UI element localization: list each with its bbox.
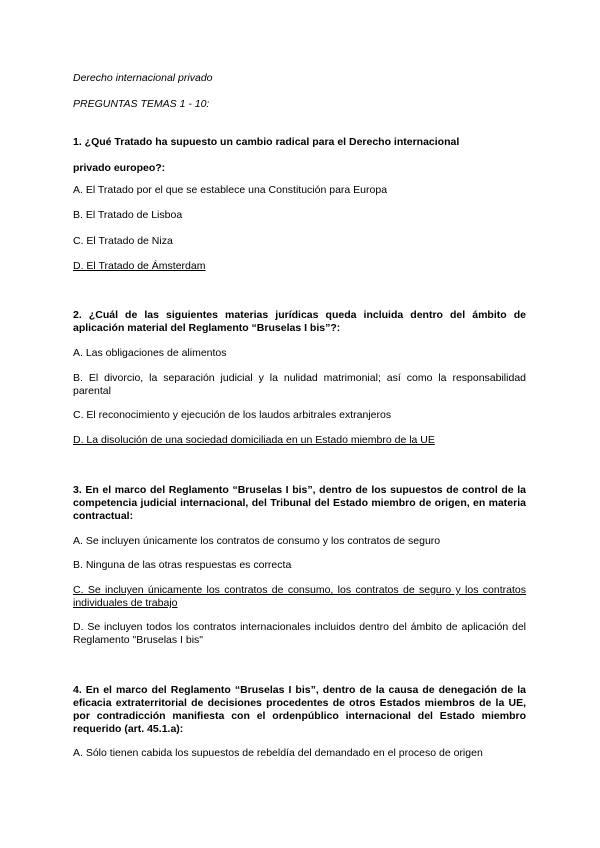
question-3-option-d: D. Se incluyen todos los contratos internacionales incluidos dentro del ámbito de aplicación del Reglamento "Bruselas I bis" (73, 621, 526, 646)
question-1-option-d-answer (73, 260, 526, 273)
question-3-option-a: A. Se incluyen únicamente los contratos de consumo y los contratos de seguro (73, 535, 441, 547)
question-2-answer-text: D. La disolución de una sociedad domiciliada en un Estado miembro de la UE (73, 434, 435, 446)
question-2-option-d-answer (73, 434, 526, 447)
question-2-prompt: 2. ¿Cuál de las siguientes materias jurídicas queda incluida dentro del ámbito de aplicación material del Reglamento “Bruselas I bis”?: (73, 309, 526, 334)
question-2-option-b: B. El divorcio, la separación judicial y la nulidad matrimonial; así como la responsabilidad parental (73, 372, 526, 397)
question-1-option-a: A. El Tratado por el que se establece una Constitución para Europa (73, 184, 388, 196)
question-1-line-2: privado europeo?: (73, 162, 166, 174)
question-3-prompt: 3. En el marco del Reglamento “Bruselas I bis”, dentro de los supuestos de control de la competencia judicial internacional, del Tribunal del Estado miembro de origen, en materia contractual: (73, 484, 526, 522)
subject-heading: Derecho internacional privado (73, 72, 213, 84)
question-4-option-a: A. Sólo tienen cabida los supuestos de rebeldía del demandado en el proceso de origen (73, 747, 483, 759)
question-3-option-b: B. Ninguna de las otras respuestas es correcta (73, 559, 292, 571)
questions-subtitle: PREGUNTAS TEMAS 1 - 10: (73, 98, 210, 110)
question-1-line-1: 1. ¿Qué Tratado ha supuesto un cambio radical para el Derecho internacional (73, 136, 460, 148)
question-2-option-a: A. Las obligaciones de alimentos (73, 347, 227, 359)
question-2-option-c: C. El reconocimiento y ejecución de los laudos arbitrales extranjeros (73, 409, 392, 421)
question-4-prompt: 4. En el marco del Reglamento “Bruselas I bis”, dentro de la causa de denegación de la eficacia extraterritorial de decisiones procedentes de otros Estados miembros de la UE, por contradicción manifiesta con el ordenpúblico internacional del Estado miembro requerido (art. 45.1.a): (73, 684, 526, 735)
question-1-option-c: C. El Tratado de Niza (73, 235, 173, 247)
question-3-option-c-answer (73, 584, 526, 610)
question-1-answer-text: D. El Tratado de Ámsterdam (73, 260, 206, 272)
question-3-answer-text: C. Se incluyen únicamente los contratos de consumo, los contratos de seguro y los contratos individuales de trabajo (73, 584, 526, 609)
question-1-option-b: B. El Tratado de Lisboa (73, 209, 183, 221)
